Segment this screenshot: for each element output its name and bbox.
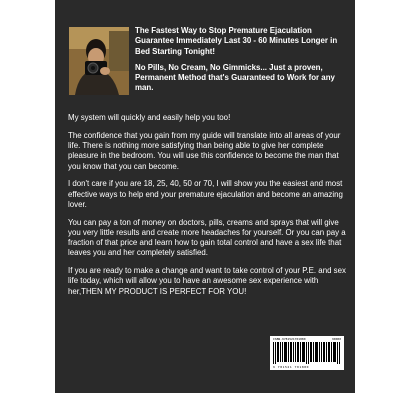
cover-body-text <box>68 113 348 304</box>
headline-primary: The Fastest Way to Stop Premature Ejaculation Guarantee Immediately Last 30 - 60 Minutes Longer in Bed Starting Tonight! <box>135 26 338 56</box>
body-paragraph-5: If you are ready to make a change and want to take control of your P.E. and sex life today, which will allow you to have an awesome sex experience with her,THEN MY PRODUCT IS PERFECT FOR YOU! <box>68 266 346 296</box>
body-paragraph-2: The confidence that you gain from my guide will translate into all areas of your life. There is nothing more satisfying than being able to give her complete pleasure in the bedroom. You will use this confidence to become the man that you know that you can become. <box>68 130 341 171</box>
isbn-barcode <box>270 336 344 370</box>
author-photo <box>69 27 129 95</box>
body-paragraph-4: You can pay a ton of money on doctors, pills, creams and sprays that will give you very little results and create more headaches for yourself. Or you can pay a fraction of that price and learn how to gain total control and have a sex life that leaves you and her completely satisfied. <box>68 217 346 258</box>
headline-secondary: No Pills, No Cream, No Gimmicks... Just a proven, Permanent Method that's Guaranteed to Work for any man. <box>135 62 335 93</box>
isbn-label: ISBN-9781521701880 <box>273 337 306 341</box>
barcode-number: 9 781521 701880 <box>273 365 310 369</box>
barcode-bars <box>273 342 341 364</box>
price-code: 90000 <box>331 337 341 341</box>
body-paragraph-3: I don't care if you are 18, 25, 40, 50 or 70, I will show you the easiest and most effective ways to help end your premature ejaculation and become an amazing lover. <box>68 179 343 209</box>
body-paragraph-1: My system will quickly and easily help you too! <box>68 113 231 122</box>
book-back-cover <box>55 0 355 393</box>
cover-headline <box>135 26 349 100</box>
